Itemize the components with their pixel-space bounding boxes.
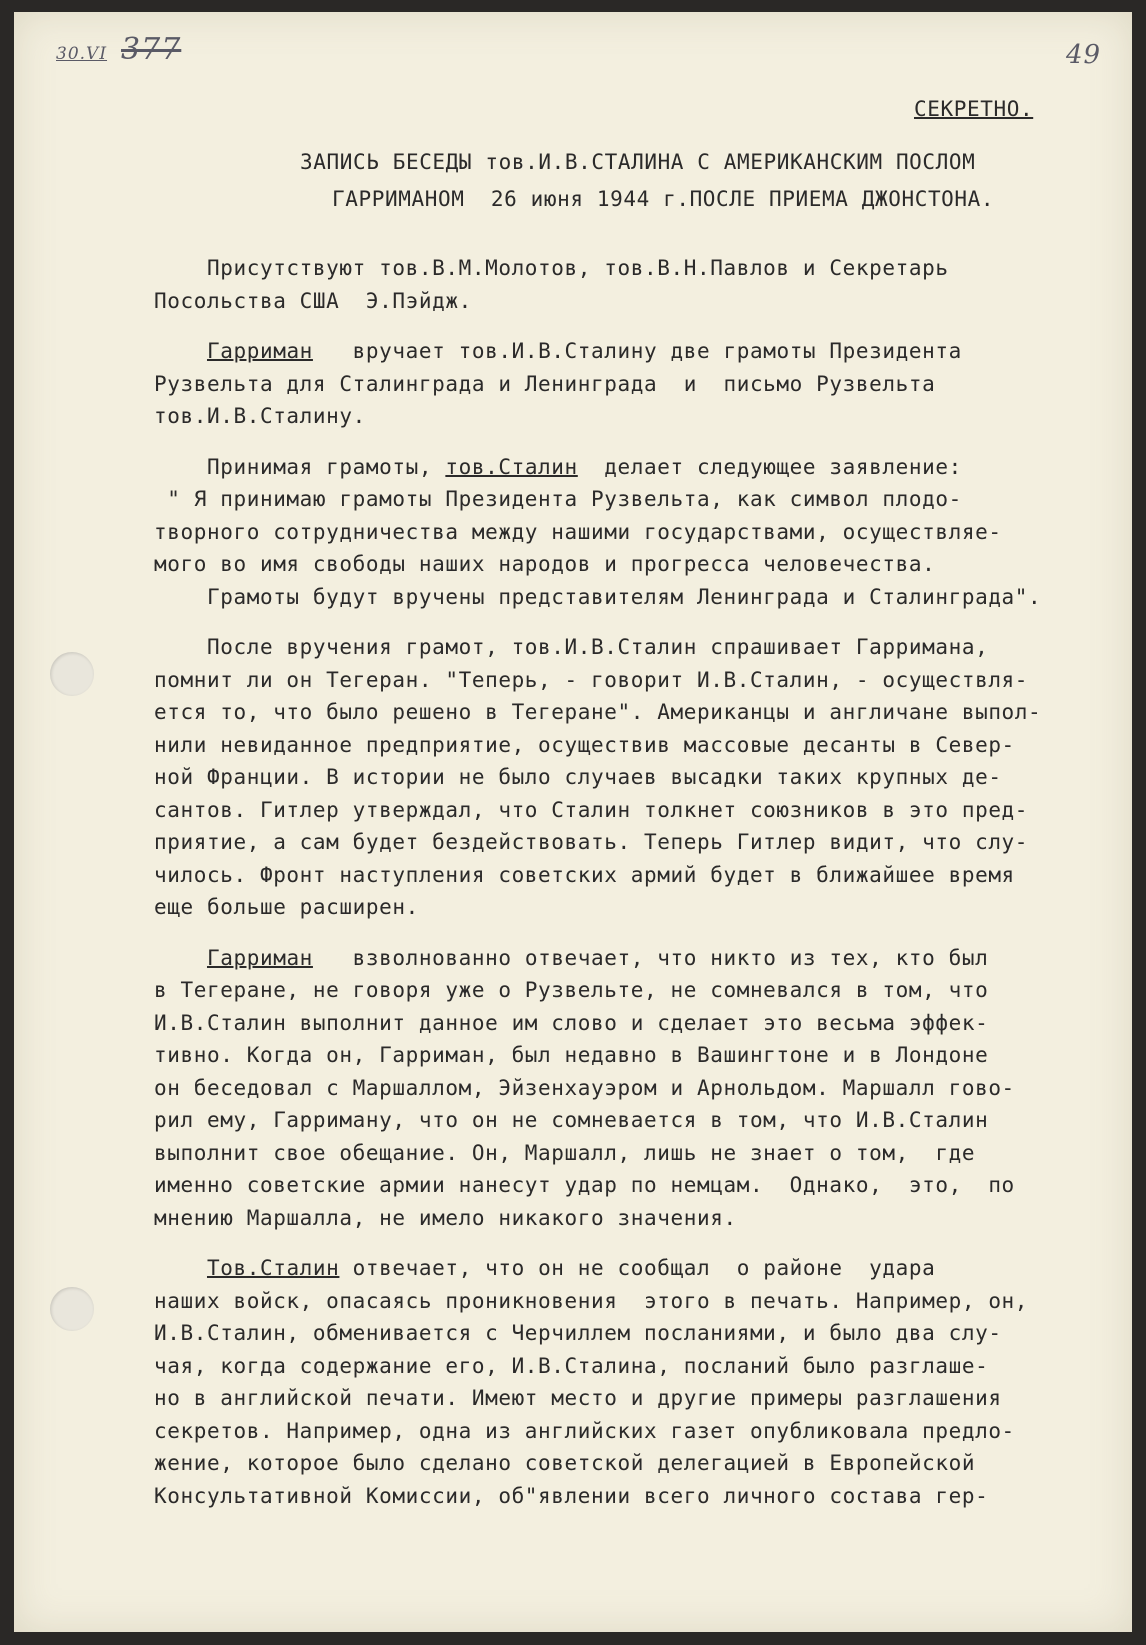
document-title-line-2: ГАРРИМАНОМ 26 июня 1944 г.ПОСЛЕ ПРИЕМА ДЖОНСТОНА. xyxy=(332,187,995,211)
punch-hole xyxy=(50,652,94,696)
line-text: жение, которое было сделано советской делегацией в Европейской xyxy=(154,1451,976,1475)
handwritten-number: 377 xyxy=(121,32,182,67)
text-line xyxy=(154,1317,1094,1350)
document-title-line-1: ЗАПИСЬ БЕСЕДЫ тов.И.В.СТАЛИНА С АМЕРИКАНСКИМ ПОСЛОМ xyxy=(300,150,976,174)
text-line xyxy=(154,826,1094,859)
line-text: делает следующее заявление: xyxy=(577,454,962,479)
line-text: мнению Маршалла, не имело никакого значения. xyxy=(154,1205,737,1230)
line-text: тов.И.В.Сталину. xyxy=(154,404,366,428)
line-text: чая, когда содержание его, И.В.Сталина, посланий было разглаше- xyxy=(154,1353,989,1378)
text-line xyxy=(154,1447,1094,1480)
line-text: Присутствуют тов.В.М.Молотов, тов.В.Н.Павлов и Секретарь xyxy=(154,256,949,280)
text-line xyxy=(154,1252,1094,1285)
speaker-name: Гарриман xyxy=(206,339,313,363)
line-text: Посольства США Э.Пэйдж. xyxy=(154,288,472,313)
text-line xyxy=(154,942,1094,975)
text-line xyxy=(154,581,1094,614)
text-line xyxy=(154,891,1094,924)
paragraph-gap xyxy=(154,613,1094,631)
line-text: мого во имя свободы наших народов и прогресса человечества. xyxy=(154,552,936,576)
line-text: Консультативной Комиссии, об"явлении всего личного состава гер- xyxy=(154,1483,989,1508)
punch-hole xyxy=(50,1287,94,1331)
line-text: нили невиданное предприятие, осуществив массовые десанты в Север- xyxy=(154,732,1015,757)
paragraph-gap xyxy=(154,1234,1094,1252)
text-line xyxy=(154,1350,1094,1383)
text-line xyxy=(154,285,1094,318)
text-line xyxy=(154,368,1094,401)
line-text: ется то, что было решено в Тегеране". Американцы и англичане выпол- xyxy=(154,700,1042,724)
line-text: чилось. Фронт наступления советских армий будет в ближайшее время xyxy=(154,862,1015,887)
line-text: И.В.Сталин, обменивается с Черчиллем посланиями, и было два слу- xyxy=(154,1321,1002,1345)
paragraph-gap xyxy=(154,317,1094,335)
line-text: рил ему, Гарриману, что он не сомневается в том, что И.В.Сталин xyxy=(154,1108,989,1132)
text-line xyxy=(154,631,1094,664)
text-line xyxy=(154,400,1094,433)
line-text: он беседовал с Маршаллом, Эйзенхауэром и Арнольдом. Маршалл гово- xyxy=(154,1075,1015,1100)
text-line xyxy=(154,1285,1094,1318)
line-text: еще больше расширен. xyxy=(154,895,419,919)
handwritten-archive-number xyxy=(56,32,181,67)
text-line xyxy=(154,483,1094,516)
text-line xyxy=(154,548,1094,581)
text-line xyxy=(154,761,1094,794)
classification-stamp: СЕКРЕТНО. xyxy=(914,97,1034,121)
line-text: секретов. Например, одна из английских газет опубликовала предло- xyxy=(154,1418,1015,1443)
text-line xyxy=(154,1039,1094,1072)
line-text: И.В.Сталин выполнит данное им слово и сделает это весьма эффек- xyxy=(154,1010,989,1035)
text-line xyxy=(154,1382,1094,1415)
line-text: тивно. Когда он, Гарриман, был недавно в Вашингтоне и в Лондоне xyxy=(154,1043,989,1067)
text-line xyxy=(154,729,1094,762)
line-text: выполнит свое обещание. Он, Маршалл, лишь не знает о том, где xyxy=(154,1140,976,1165)
paragraph-gap xyxy=(154,433,1094,451)
text-line xyxy=(154,1104,1094,1137)
line-text: сантов. Гитлер утверждал, что Сталин толкнет союзников в это пред- xyxy=(154,797,1029,822)
line-text: именно советские армии нанесут удар по немцам. Однако, это, по xyxy=(154,1173,1015,1197)
line-text: приятие, а сам будет бездействовать. Теперь Гитлер видит, что слу- xyxy=(154,830,1029,854)
line-text: Принимая грамоты, xyxy=(154,454,446,479)
line-text: вручает тов.И.В.Сталину две грамоты Президента xyxy=(312,339,962,363)
text-line xyxy=(154,516,1094,549)
line-text xyxy=(154,946,207,970)
document-body xyxy=(154,252,1094,1512)
text-line xyxy=(154,252,1094,285)
text-line xyxy=(154,696,1094,729)
speaker-name: Тов.Сталин xyxy=(206,1256,340,1280)
line-text: отвечает, что он не сообщал о районе удара xyxy=(339,1256,936,1280)
line-text: в Тегеране, не говоря уже о Рузвельте, не сомневался в том, что xyxy=(154,978,989,1002)
handwritten-page-number: 49 xyxy=(1066,40,1102,70)
text-line xyxy=(154,335,1094,368)
text-line xyxy=(154,1480,1094,1513)
handwritten-date: 30.VI xyxy=(56,44,108,64)
line-text xyxy=(154,1256,207,1280)
line-text: Грамоты будут вручены представителям Ленинграда и Сталинграда". xyxy=(154,584,1042,609)
paragraph-gap xyxy=(154,924,1094,942)
line-text: творного сотрудничества между нашими государствами, осуществляе- xyxy=(154,519,1002,544)
text-line xyxy=(154,1415,1094,1448)
line-text: но в английской печати. Имеют место и другие примеры разглашения xyxy=(154,1386,1002,1410)
line-text xyxy=(154,339,207,363)
line-text: помнит ли он Тегеран. "Теперь, - говорит И.В.Сталин, - осуществля- xyxy=(154,667,1029,692)
line-text: наших войск, опасаясь проникновения этого в печать. Например, он, xyxy=(154,1288,1029,1313)
text-line xyxy=(154,664,1094,697)
document-page xyxy=(14,12,1132,1632)
text-line xyxy=(154,859,1094,892)
text-line xyxy=(154,1202,1094,1235)
text-line xyxy=(154,1007,1094,1040)
text-line xyxy=(154,1072,1094,1105)
text-line xyxy=(154,974,1094,1007)
line-text: " Я принимаю грамоты Президента Рузвельта, как символ плодо- xyxy=(154,487,962,511)
text-line xyxy=(154,1137,1094,1170)
text-line xyxy=(154,451,1094,484)
line-text: ной Франции. В истории не было случаев высадки таких крупных де- xyxy=(154,765,1002,789)
line-text: После вручения грамот, тов.И.В.Сталин спрашивает Гарримана, xyxy=(154,635,989,659)
text-line xyxy=(154,1169,1094,1202)
speaker-name: Гарриман xyxy=(206,945,313,970)
speaker-name: тов.Сталин xyxy=(445,454,578,479)
text-line xyxy=(154,794,1094,827)
line-text: Рузвельта для Сталинграда и Ленинграда и письмо Рузвельта xyxy=(154,371,936,396)
line-text: взволнованно отвечает, что никто из тех, кто был xyxy=(312,945,989,970)
